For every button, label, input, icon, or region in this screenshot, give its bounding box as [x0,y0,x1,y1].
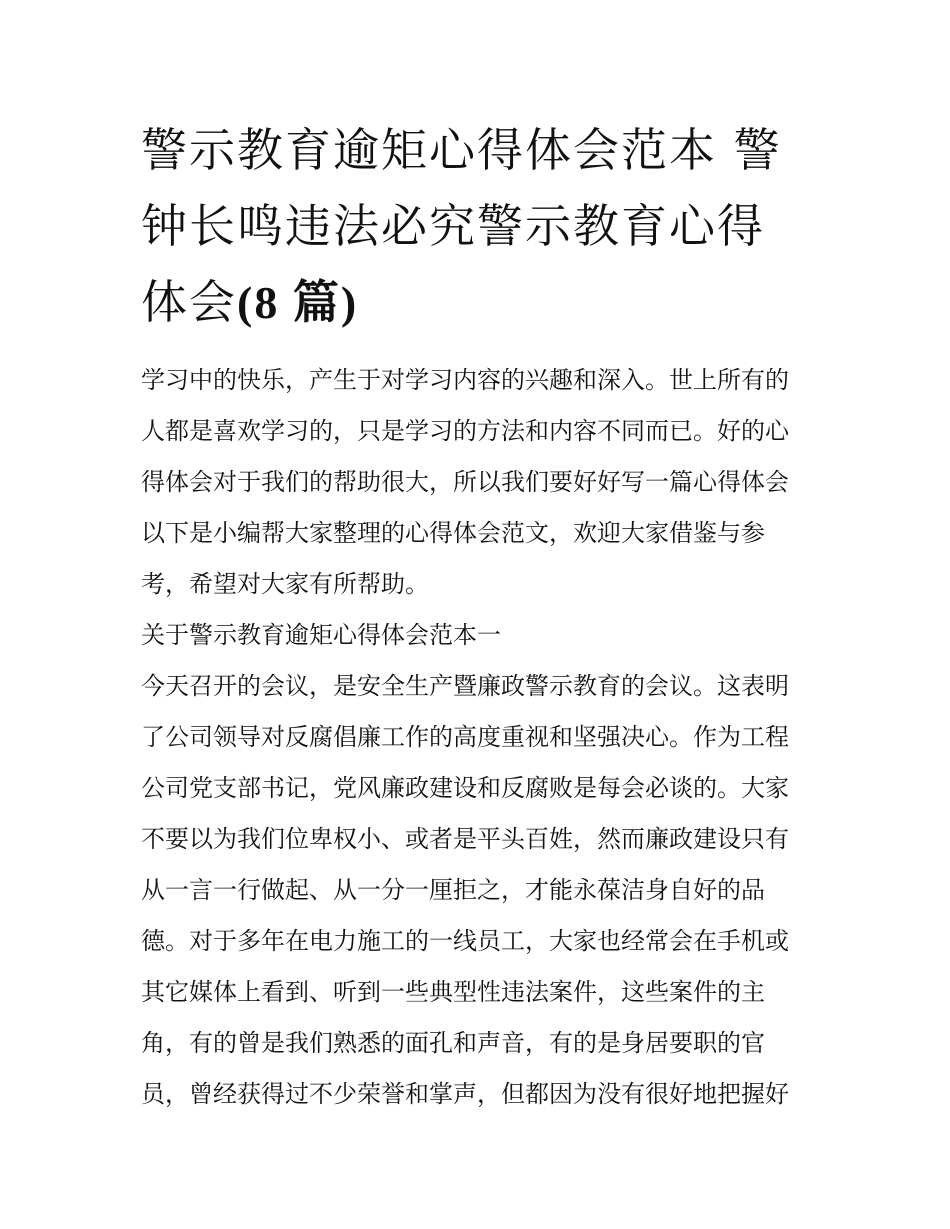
body-line: 以下是小编帮大家整理的心得体会范文，欢迎大家借鉴与参 [141,519,765,547]
body-line: 考，希望对大家有所帮助。 [141,570,429,598]
body-line: 德。对于多年在电力施工的一线员工，大家也经常会在手机或 [141,927,789,955]
body-line: 不要以为我们位卑权小、或者是平头百姓，然而廉政建设只有 [141,825,789,853]
title-line-1: 警示教育逾矩心得体会范本 警 [141,123,782,177]
document-title [141,112,813,341]
title-line-3-count: (8 篇) [237,277,359,328]
body-line: 了公司领导对反腐倡廉工作的高度重视和坚强决心。作为工程 [141,723,789,751]
section-heading: 关于警示教育逾矩心得体会范本一 [141,621,501,649]
title-line-2: 钟长鸣违法必究警示教育心得 [141,199,765,253]
body-line: 得体会对于我们的帮助很大，所以我们要好好写一篇心得体会 [141,468,789,496]
title-line-3-prefix: 体会 [141,275,237,329]
body-line: 人都是喜欢学习的，只是学习的方法和内容不同而已。好的心 [141,417,789,445]
body-line: 其它媒体上看到、听到一些典型性违法案件，这些案件的主 [141,978,765,1006]
document-content [141,112,813,1120]
body-line: 角，有的曾是我们熟悉的面孔和声音，有的是身居要职的官 [141,1029,765,1057]
body-line: 学习中的快乐，产生于对学习内容的兴趣和深入。世上所有的 [141,366,789,394]
title-line-3 [141,264,813,341]
body-line: 从一言一行做起、从一分一厘拒之，才能永葆洁身自好的品 [141,876,765,904]
body-line: 公司党支部书记，党风廉政建设和反腐败是每会必谈的。大家 [141,774,789,802]
document-body [141,355,813,1120]
body-line: 员，曾经获得过不少荣誉和掌声，但都因为没有很好地把握好 [141,1080,789,1108]
body-line: 今天召开的会议，是安全生产暨廉政警示教育的会议。这表明 [141,672,789,700]
